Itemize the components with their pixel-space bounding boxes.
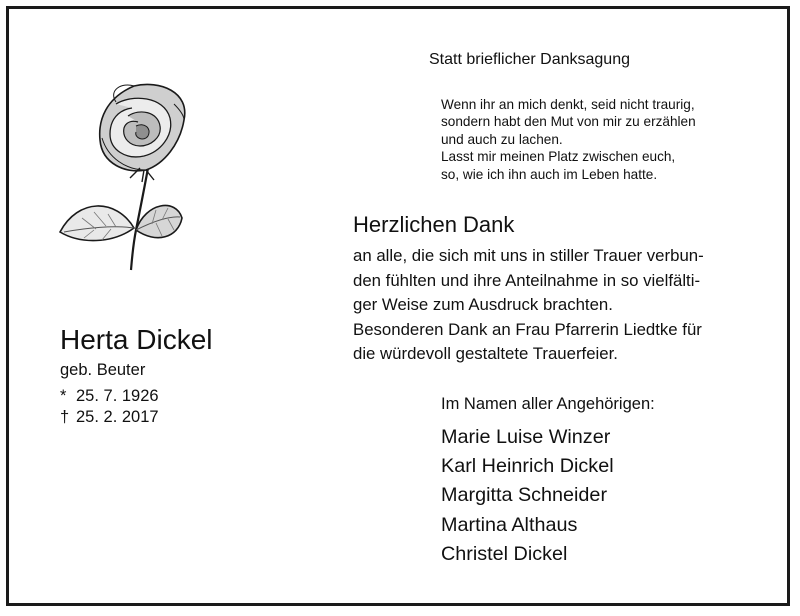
birth-name: geb. Beuter (60, 361, 146, 379)
life-dates (60, 386, 159, 428)
poem-line: Wenn ihr an mich denkt, seid nicht traurig, (441, 97, 695, 112)
death-cross-icon: † (60, 408, 70, 426)
family-member: Margitta Schneider (441, 484, 608, 507)
thanks-line: ger Weise zum Ausdruck brachten. (353, 295, 613, 314)
thanks-line: an alle, die sich mit uns in stiller Trauer verbun- (353, 246, 704, 265)
death-date-row (60, 407, 159, 428)
deceased-name: Herta Dickel (60, 324, 213, 355)
rose-icon (56, 80, 186, 272)
poem-line: so, wie ich ihn auch im Leben hatte. (441, 166, 658, 182)
thanks-line: den fühlten und ihre Anteilnahme in so vielfälti- (353, 270, 701, 290)
thanks-title: Herzlichen Dank (353, 212, 515, 237)
birth-date: 25. 7. 1926 (76, 387, 159, 405)
notice-heading: Statt brieflicher Danksagung (429, 51, 630, 68)
family-label: Im Namen aller Angehörigen: (441, 395, 655, 413)
death-date: 25. 2. 2017 (76, 408, 159, 426)
birth-star-icon: * (60, 387, 67, 405)
thanks-line: die würdevoll gestaltete Trauerfeier. (353, 344, 618, 363)
poem-line: und auch zu lachen. (441, 131, 563, 147)
birth-date-row (60, 386, 159, 407)
thanks-text (353, 244, 704, 367)
poem-line: sondern habt den Mut von mir zu erzählen (441, 114, 696, 130)
poem (441, 96, 696, 183)
family-member: Martina Althaus (441, 513, 578, 536)
poem-line: Lasst mir meinen Platz zwischen euch, (441, 149, 676, 165)
family-member: Karl Heinrich Dickel (441, 455, 614, 478)
family-member: Christel Dickel (441, 542, 568, 565)
family-member: Marie Luise Winzer (441, 426, 611, 448)
thanks-line: Besonderen Dank an Frau Pfarrerin Liedtke für (353, 319, 702, 339)
family-list (441, 423, 614, 569)
